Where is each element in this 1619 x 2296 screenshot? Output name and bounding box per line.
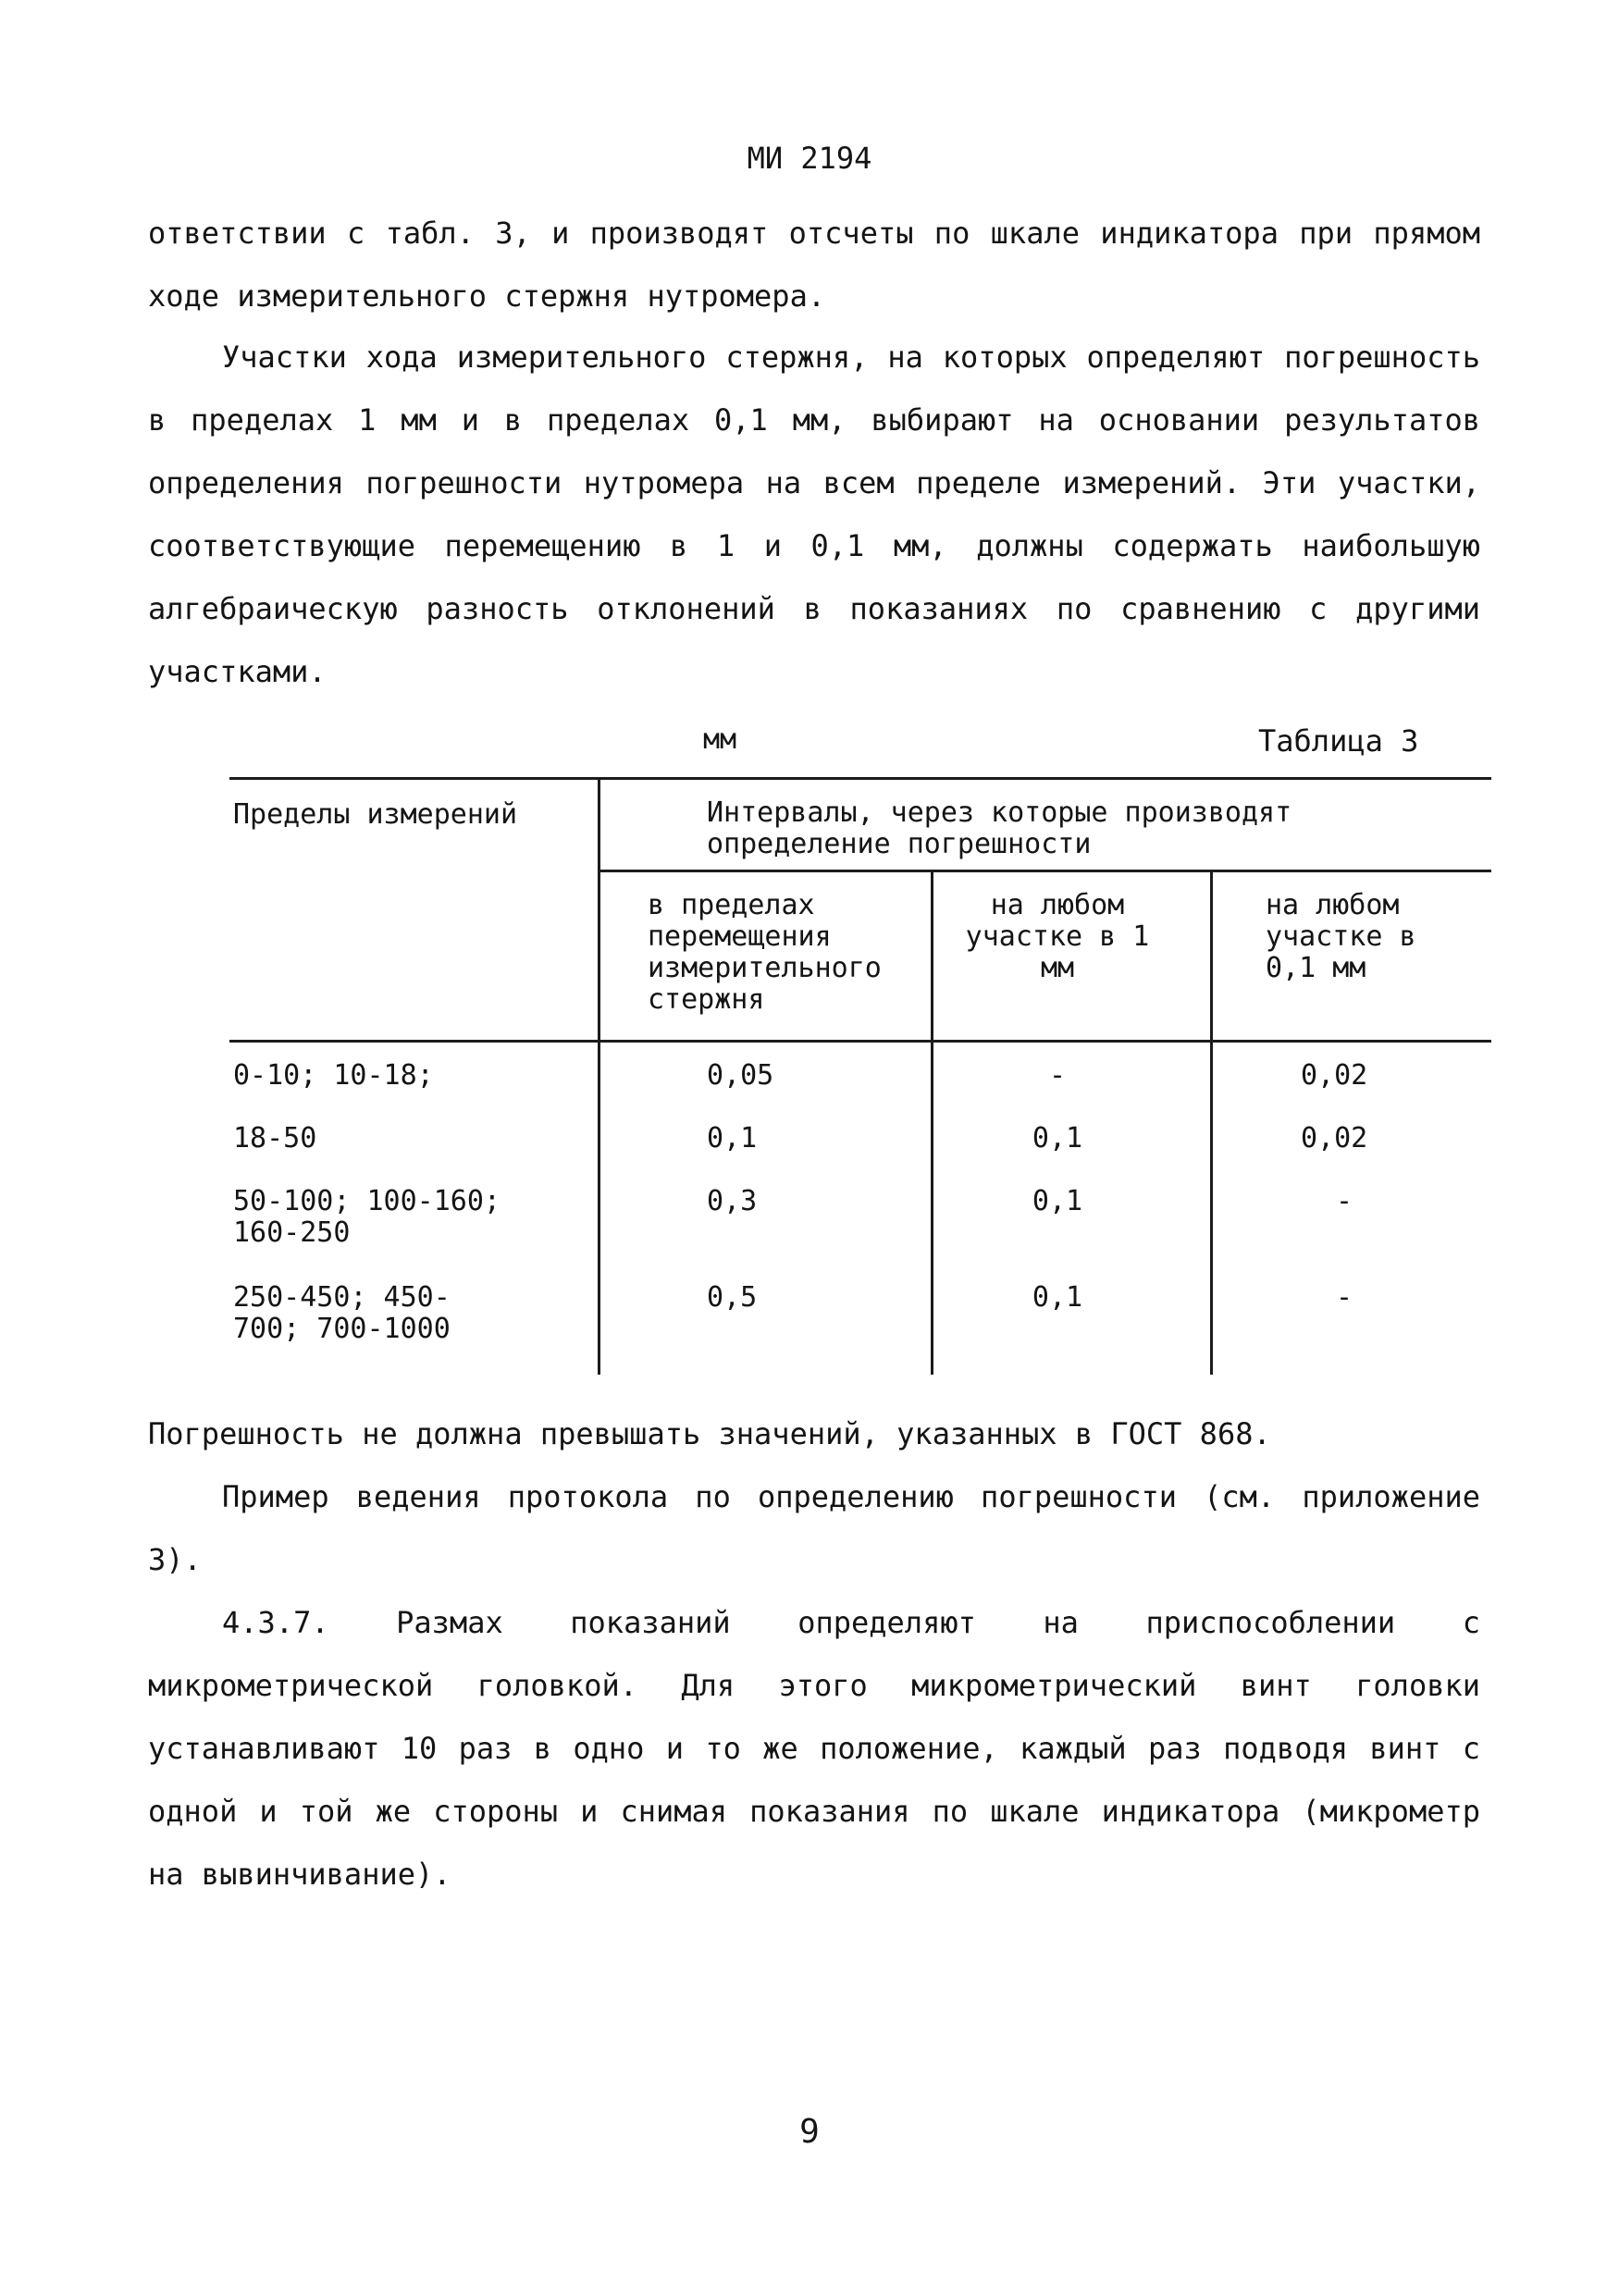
paragraph-protocol-example: Пример ведения протокола по определению погрешности (см. приложение 3). <box>148 1479 1480 1577</box>
table-row-1-1mm: - <box>1048 1059 1067 1092</box>
table-row-3-0-1mm: - <box>1336 1185 1353 1217</box>
table-row-2-rod-travel: 0,1 <box>707 1122 758 1154</box>
paragraph-4-3-7: 4.3.7. Размах показаний определяют на приспособлении с микрометрической головкой. Для этого микрометрический винт головки устанавливают 10 раз в одно и то же положение, каждый раз подводя винт с одной и той же стороны и снимая показания по шкале индикатора (микрометр на вывинчивание). <box>148 1605 1480 1892</box>
table-subheader-rod-travel: в пределах перемещения измерительного стержня <box>648 889 882 1016</box>
table-row-3-rod-travel: 0,3 <box>707 1185 758 1217</box>
table-header-bottom-rule <box>229 1040 1491 1043</box>
table-3 <box>229 777 1491 1375</box>
table-row-3-limits: 50-100; 100-160; 160-250 <box>233 1185 501 1249</box>
table-header-measurement-limits: Пределы измерений <box>233 798 518 831</box>
table-row-2-0-1mm: 0,02 <box>1301 1122 1368 1154</box>
document-header: МИ 2194 <box>747 141 872 176</box>
table-row-3-1mm: 0,1 <box>1032 1185 1083 1217</box>
table-subheader-rule <box>599 870 1491 872</box>
table-row-1-0-1mm: 0,02 <box>1301 1059 1368 1092</box>
table-vrule-2 <box>931 870 933 1375</box>
table-row-1-limits: 0-10; 10-18; <box>233 1059 434 1092</box>
table-subheader-0-1mm: на любом участке в 0,1 мм <box>1266 889 1416 984</box>
table-row-4-limits: 250-450; 450-700; 700-1000 <box>233 1281 451 1345</box>
table-row-4-0-1mm: - <box>1336 1281 1353 1314</box>
paragraph-continuation: ответствии с табл. 3, и производят отсчеты по шкале индикатора при прямом ходе измерительного стержня нутромера. <box>148 216 1480 314</box>
table-vrule-3 <box>1210 870 1213 1375</box>
table-row-2-1mm: 0,1 <box>1032 1122 1083 1154</box>
paragraph-gost-limit: Погрешность не должна превышать значений, указанных в ГОСТ 868. <box>148 1416 1271 1451</box>
table-row-1-rod-travel: 0,05 <box>707 1059 774 1092</box>
table-row-4-rod-travel: 0,5 <box>707 1281 758 1314</box>
table-header-intervals: Интервалы, через которые производят определение погрешности <box>707 796 1292 860</box>
table-title: Таблица 3 <box>1258 723 1419 759</box>
table-row-4-1mm: 0,1 <box>1032 1281 1083 1314</box>
table-subheader-1mm: на любом участке в 1 мм <box>965 889 1150 984</box>
page-number: 9 <box>799 2113 820 2151</box>
table-row-2-limits: 18-50 <box>233 1122 317 1154</box>
table-top-rule <box>229 777 1491 780</box>
paragraph-measurement-sections: Участки хода измерительного стержня, на которых определяют погрешность в пределах 1 мм и в пределах 0,1 мм, выбирают на основании результатов определения погрешности нутромера на всем пределе измерений. Эти участки, соответствующие перемещению в 1 и 0,1 мм, должны содержать наибольшую алгебраическую разность отклонений в показаниях по сравнению с другими участками. <box>148 339 1480 689</box>
table-unit: мм <box>703 723 737 756</box>
table-vrule-1 <box>598 777 600 1375</box>
